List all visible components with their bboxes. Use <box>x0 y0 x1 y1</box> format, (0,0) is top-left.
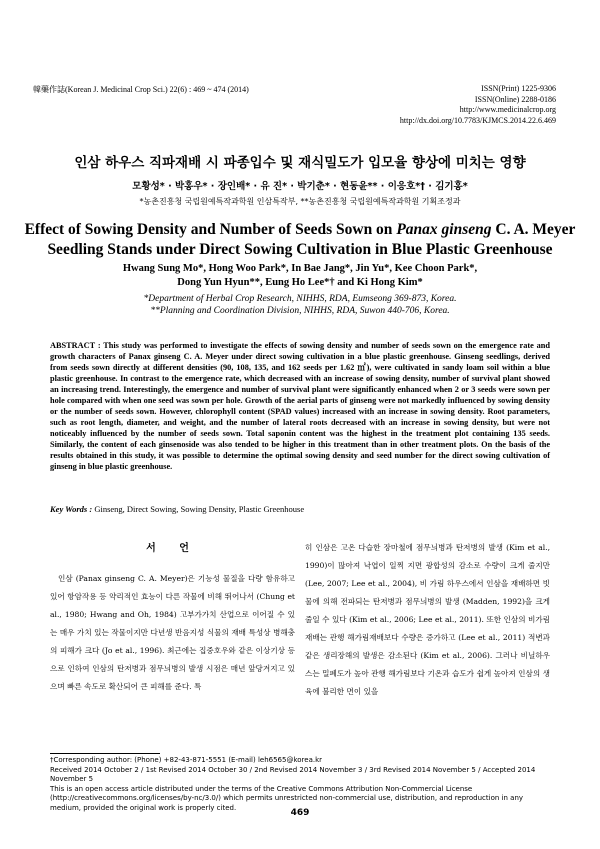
corresponding-author: †Corresponding author: (Phone) +82-43-871-5551 (E-mail) leh6565@korea.kr <box>50 756 323 764</box>
title-part: C. A. Meyer <box>491 221 576 238</box>
journal-citation: 韓藥作誌(Korean J. Medicinal Crop Sci.) 22(6) : 469 ~ 474 (2014) <box>33 85 249 94</box>
korean-affiliation: *농촌진흥청 국립원예특작과학원 인삼특작부, **농촌진흥청 국립원예특작과학원 기획조정과 <box>139 197 461 206</box>
english-authors <box>0 262 600 290</box>
intro-left-text: 인삼 (Panax ginseng C. A. Meyer)은 기능성 물질을 다량 함유하고 있어 항암작용 등 약리적인 효능이 다른 작물에 비해 뛰어나서 (Chung et al., 1980; Hwang and Oh, 1984) 고부가가치 산업으로 이어질 수 있는 매우 가치 있는 작물이지만 다년생 반음지성 식물의 재배 특성상 병해충의 피해가 크다 (Jo et al., 1996). 최근에는 집중호우와 같은 이상기상 등으로 인하여 인삼의 탄저병과 점무늬병의 발생 시점은 매년 앞당겨지고 있으며 빠른 속도로 확산되어 큰 피해를 준다. 특 <box>50 574 295 691</box>
issn-block <box>400 84 556 126</box>
affiliation-line-2: **Planning and Coordination Division, NIHHS, RDA, Suwon 440-706, Korea. <box>150 306 450 316</box>
journal-url[interactable]: http://www.medicinalcrop.org <box>459 105 556 114</box>
korean-authors: 모황성* · 박홍우* · 장인배* · 유 진* · 박기춘* · 현동윤** · 이응호*† · 김기홍* <box>132 181 468 192</box>
intro-right-column <box>305 539 550 701</box>
keywords-text: Ginseng, Direct Sowing, Sowing Density, Plastic Greenhouse <box>92 504 305 514</box>
korean-title: 인삼 하우스 직파재배 시 파종입수 및 재식밀도가 입모율 향상에 미치는 영향 <box>74 155 526 171</box>
keywords-label: Key Words : <box>50 504 93 514</box>
received-dates: Received 2014 October 2 / 1st Revised 2014 October 30 / 2nd Revised 2014 November 3 / 3rd Revised 2014 November 5 / Accepted 2014 November 5 <box>50 765 536 783</box>
footnote <box>50 756 550 813</box>
page-number: 469 <box>290 808 310 818</box>
intro-left-column <box>50 540 295 696</box>
authors-line-2: Dong Yun Hyun**, Eung Ho Lee*† and Ki Hong Kim* <box>177 277 423 288</box>
license-text: This is an open access article distributed under the terms of the Creative Commons Attribution Non-Commercial License (http://creativecommons.org/licenses/by-nc/3.0/) which permits unrestricted non-commercial use, distribution, and reproduction in any medium, provided the original work is properly cited. <box>50 784 524 812</box>
section-heading-intro: 서 언 <box>146 543 199 554</box>
title-species: Panax ginseng <box>396 221 492 238</box>
footnote-divider <box>50 753 160 754</box>
intro-right-text: 히 인삼은 고온 다습한 장마철에 점무늬병과 탄저병의 발생 (Kim et al., 1990)이 많아져 낙엽이 일찍 지면 광합성의 감소로 수량이 크게 줄지만 (Lee, 2007; Lee et al., 2004), 비 가림 하우스에서 인삼을 재배하면 빗물에 의해 전파되는 탄저병과 점무늬병의 발생 (Madden, 1992)을 크게 줄일 수 있다 (Kim et al., 2006; Lee et al., 2011). 또한 인삼의 비가림재배는 관행 해가림재배보다 수량은 증가하고 (Lee et al., 2011) 적변과 같은 생리장해의 발생은 감소된다 (Kim et al., 2006). 그러나 비닐하우스는 밀폐도가 높아 관행 해가림보다 기온과 습도가 쉽게 높아져 인삼의 생육에 불리한 면이 있을 <box>305 543 550 696</box>
title-part: Effect of Sowing Density and Number of Seeds Sown on <box>24 221 397 238</box>
english-title <box>0 220 600 260</box>
abstract-label: ABSTRACT : <box>50 341 101 350</box>
issn-print: ISSN(Print) 1225-9306 <box>481 84 556 93</box>
english-affiliation <box>0 293 600 317</box>
doi-link[interactable]: http://dx.doi.org/10.7783/KJMCS.2014.22.6.469 <box>399 115 556 125</box>
abstract-text: This study was performed to investigate the effects of sowing density and number of seeds sown on the emergence rate and growth characters of Panax ginseng C. A. Meyer under direct sowing cultivation in a blue plastic greenhouse. Ginseng seedlings, derived from seeds sown directly at different densities (90, 108, 135, and 162 seeds per 1.62 ㎡), were cultivated in sandy loam soil within a blue plastic greenhouse. In contrast to the emergence rate, which decreased with an increase of sowing density, number of survival plant showed an increasing trend. Interestingly, the emergence and number of survival plant were significantly enhanced when 2 or 3 seeds were sown per hole compared with when one seed was sown per hole. Growth of the aerial parts of ginseng were not markedly influenced by sowing density or the number of seeds sown. However, chlorophyll content (SPAD values) increased with an increase in sowing density. Root parameters, such as root length, diameter, and weight, and the number of lateral roots decreased with an increase in sowing density, but were not noticeably influenced by the number of seeds sown. Total saponin content was the highest in the treatment plot containing 135 seeds. Similarly, the content of each ginsenoside was also tended to be higher in this treatment than in other treatment plots. On the basis of the results obtained in this study, it was possible to determine the optimal sowing density and seed number for the direct sowing cultivation of ginseng in blue plastic greenhouse. <box>50 341 550 471</box>
title-line-2: Seedling Stands under Direct Sowing Cultivation in Blue Plastic Greenhouse <box>47 241 553 258</box>
affiliation-line-1: *Department of Herbal Crop Research, NIHHS, RDA, Eumseong 369-873, Korea. <box>143 294 457 304</box>
authors-line-1: Hwang Sung Mo*, Hong Woo Park*, In Bae Jang*, Jin Yu*, Kee Choon Park*, <box>122 263 478 274</box>
issn-online: ISSN(Online) 2288-0186 <box>474 94 556 104</box>
keywords <box>50 504 550 514</box>
abstract <box>50 340 550 472</box>
